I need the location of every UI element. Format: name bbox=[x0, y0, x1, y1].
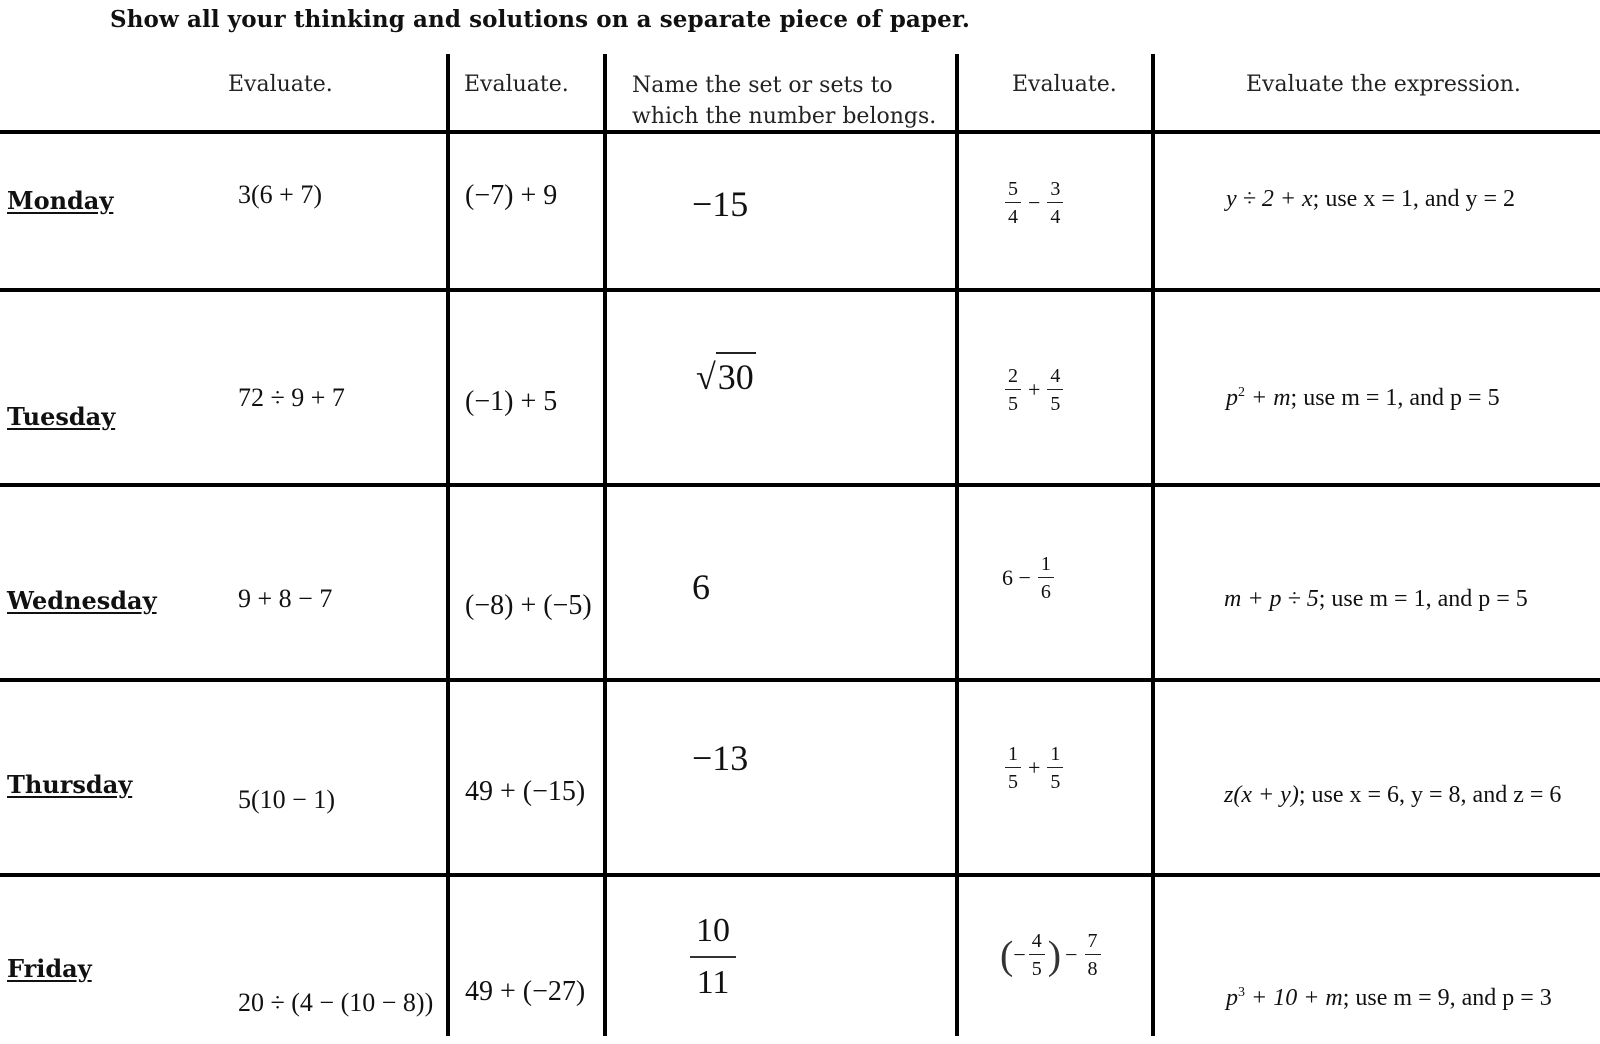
operator: − bbox=[1065, 942, 1078, 967]
column-divider bbox=[1151, 54, 1155, 1036]
expression-monday bbox=[1226, 186, 1515, 213]
expression-rest: + 10 + m bbox=[1245, 985, 1343, 1011]
column-divider bbox=[603, 54, 607, 1036]
expression-thursday bbox=[1224, 782, 1561, 809]
number-col3-thursday: −13 bbox=[692, 738, 749, 778]
problem-col2-tuesday: (−1) + 5 bbox=[465, 386, 558, 417]
column-divider bbox=[955, 54, 959, 1036]
expression-friday bbox=[1226, 985, 1552, 1012]
fraction bbox=[1085, 930, 1101, 980]
given-values: ; use x = 1, and y = 2 bbox=[1312, 186, 1516, 212]
problem-col1-friday: 20 ÷ (4 − (10 − 8)) bbox=[238, 988, 434, 1017]
fraction-numerator: 3 bbox=[1047, 178, 1063, 203]
problem-col4-tuesday bbox=[1002, 365, 1066, 415]
column-header-evaluate-expression: Evaluate the expression. bbox=[1246, 72, 1521, 97]
exponent: 2 bbox=[1238, 385, 1245, 400]
day-label-wednesday: Wednesday bbox=[7, 586, 157, 615]
row-divider bbox=[0, 483, 1600, 487]
expression-base: p bbox=[1226, 385, 1238, 411]
problem-col4-monday bbox=[1002, 178, 1066, 228]
number-col3-monday: −15 bbox=[692, 184, 749, 224]
fraction-denominator: 4 bbox=[1008, 206, 1018, 228]
fraction bbox=[1005, 365, 1021, 415]
problem-col1-tuesday: 72 ÷ 9 + 7 bbox=[238, 383, 345, 412]
expression-base: p bbox=[1226, 985, 1238, 1011]
fraction bbox=[1005, 178, 1021, 228]
problem-col2-monday: (−7) + 9 bbox=[465, 180, 558, 211]
problem-col1-monday: 3(6 + 7) bbox=[238, 180, 322, 209]
fraction bbox=[1038, 553, 1054, 603]
expression-rest: + m bbox=[1245, 385, 1291, 411]
given-values: ; use m = 1, and p = 5 bbox=[1318, 586, 1528, 612]
day-label-friday: Friday bbox=[7, 954, 92, 983]
number-col3-wednesday: 6 bbox=[692, 567, 710, 607]
right-paren: ) bbox=[1047, 932, 1062, 978]
number-col3-friday bbox=[690, 912, 736, 1002]
operator: − bbox=[1028, 190, 1041, 215]
fraction-denominator: 5 bbox=[1050, 771, 1061, 793]
fraction-numerator: 1 bbox=[1047, 743, 1063, 768]
fraction bbox=[1029, 930, 1045, 980]
day-label-monday: Monday bbox=[7, 186, 114, 215]
header-line: Name the set or sets to bbox=[632, 73, 893, 98]
fraction-denominator: 5 bbox=[1008, 771, 1018, 793]
header-line: which the number belongs. bbox=[632, 104, 937, 129]
fraction bbox=[1047, 743, 1063, 793]
column-header-evaluate-1: Evaluate. bbox=[228, 72, 333, 97]
column-divider bbox=[446, 54, 450, 1036]
fraction-denominator: 5 bbox=[1008, 393, 1018, 415]
whole-number: 6 − bbox=[1002, 565, 1031, 590]
problem-col2-friday: 49 + (−27) bbox=[465, 976, 586, 1007]
given-values: ; use m = 1, and p = 5 bbox=[1290, 385, 1500, 411]
row-divider bbox=[0, 288, 1600, 292]
row-divider bbox=[0, 678, 1600, 682]
problem-col1-wednesday: 9 + 8 − 7 bbox=[238, 584, 333, 613]
problem-col2-thursday: 49 + (−15) bbox=[465, 776, 586, 807]
column-header-name-sets bbox=[632, 70, 936, 132]
radical-icon: √ bbox=[696, 357, 716, 397]
number-col3-tuesday bbox=[696, 352, 756, 398]
fraction-numerator: 10 bbox=[690, 912, 736, 958]
problem-col1-thursday: 5(10 − 1) bbox=[238, 785, 335, 814]
fraction-denominator: 11 bbox=[696, 964, 730, 1001]
given-values: ; use x = 6, y = 8, and z = 6 bbox=[1298, 782, 1562, 808]
fraction-denominator: 4 bbox=[1050, 206, 1061, 228]
fraction-denominator: 6 bbox=[1040, 581, 1051, 603]
problem-col4-thursday bbox=[1002, 743, 1066, 793]
expression-tuesday bbox=[1226, 385, 1500, 412]
fraction bbox=[1047, 178, 1063, 228]
fraction-numerator: 1 bbox=[1005, 743, 1021, 768]
negative-sign: − bbox=[1013, 942, 1026, 967]
column-header-evaluate-3: Evaluate. bbox=[1012, 72, 1117, 97]
fraction-numerator: 5 bbox=[1005, 178, 1021, 203]
row-divider bbox=[0, 873, 1600, 877]
fraction-denominator: 5 bbox=[1050, 393, 1061, 415]
problem-col4-wednesday bbox=[1002, 553, 1057, 603]
fraction bbox=[1047, 365, 1063, 415]
fraction-denominator: 8 bbox=[1087, 958, 1098, 980]
fraction-numerator: 2 bbox=[1005, 365, 1021, 390]
operator: + bbox=[1028, 377, 1041, 402]
fraction-numerator: 4 bbox=[1029, 930, 1045, 955]
fraction-numerator: 4 bbox=[1047, 365, 1063, 390]
fraction-numerator: 1 bbox=[1038, 553, 1054, 578]
day-label-thursday: Thursday bbox=[7, 770, 133, 799]
radicand: 30 bbox=[716, 352, 756, 398]
given-values: ; use m = 9, and p = 3 bbox=[1342, 985, 1552, 1011]
expression: y ÷ 2 + x bbox=[1226, 186, 1313, 212]
exponent: 3 bbox=[1238, 985, 1245, 1000]
expression-wednesday bbox=[1224, 586, 1528, 613]
expression: z(x + y) bbox=[1224, 782, 1299, 808]
fraction-denominator: 5 bbox=[1031, 958, 1042, 980]
column-header-evaluate-2: Evaluate. bbox=[464, 72, 569, 97]
expression: m + p ÷ 5 bbox=[1224, 586, 1319, 612]
day-label-tuesday: Tuesday bbox=[7, 402, 116, 431]
operator: + bbox=[1028, 755, 1041, 780]
problem-col4-friday bbox=[1000, 930, 1104, 980]
fraction bbox=[1005, 743, 1021, 793]
problem-col2-wednesday: (−8) + (−5) bbox=[465, 590, 592, 621]
fraction-numerator: 7 bbox=[1085, 930, 1101, 955]
left-paren: ( bbox=[1000, 932, 1014, 978]
instruction-heading: Show all your thinking and solutions on a separate piece of paper. bbox=[110, 6, 971, 33]
